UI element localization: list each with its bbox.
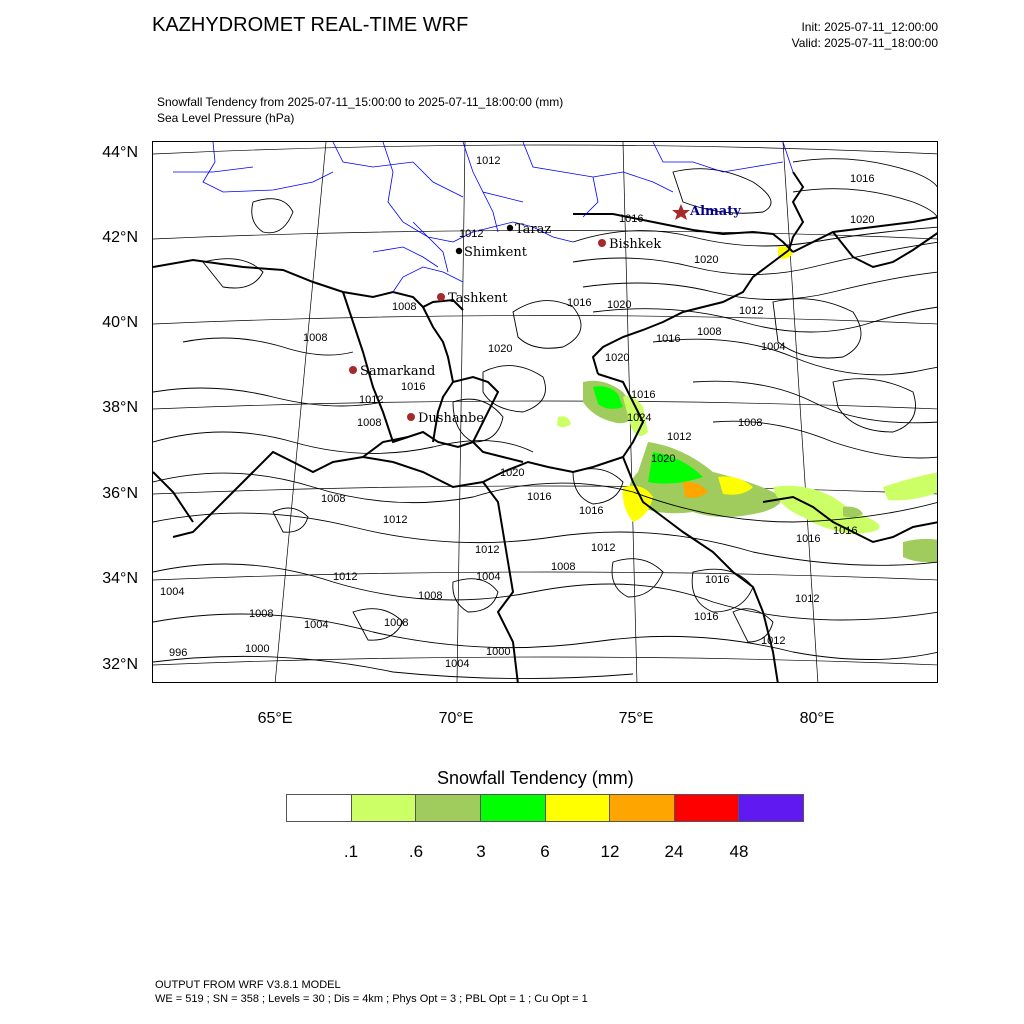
- lon-label-75e: 75°E: [618, 710, 654, 727]
- isobar-label: 1020: [651, 453, 676, 465]
- isobar-label: 1000: [245, 643, 270, 655]
- legend-swatch: [546, 795, 611, 821]
- legend-tick: 12: [600, 842, 620, 861]
- main-title: KAZHYDROMET REAL-TIME WRF: [152, 14, 469, 36]
- city-marker-bishkek: [598, 239, 606, 247]
- city-marker-dushanbe: [407, 413, 415, 421]
- legend-tick: 6: [540, 842, 550, 861]
- city-label-tashkent: Tashkent: [448, 291, 508, 306]
- isobar-label: 1020: [694, 254, 719, 266]
- legend-swatch: [287, 795, 352, 821]
- isobar-label: 1020: [850, 214, 875, 226]
- legend-title: Snowfall Tendency (mm): [437, 768, 634, 788]
- legend-tick: .6: [408, 842, 424, 861]
- isobar-label: 1016: [401, 381, 426, 393]
- isobar-label: 1008: [321, 493, 346, 505]
- color-legend: [286, 794, 804, 822]
- isobar-label: 1016: [833, 525, 858, 537]
- model-info: OUTPUT FROM WRF V3.8.1 MODEL: [155, 979, 341, 991]
- isobar-label: 1004: [476, 571, 501, 583]
- field-description: Snowfall Tendency from 2025-07-11_15:00:00 to 2025-07-11_18:00:00 (mm): [157, 95, 564, 109]
- isobar-label: 1008: [418, 590, 443, 602]
- city-label-almaty: Almaty: [690, 204, 741, 219]
- legend-tick: .1: [343, 842, 359, 861]
- isobar-label: 1016: [631, 389, 656, 401]
- isobar-label: 1020: [607, 299, 632, 311]
- city-label-dushanbe: Dushanbe: [418, 411, 484, 426]
- valid-time: Valid: 2025-07-11_18:00:00: [791, 36, 938, 50]
- lat-label-38n: 38°N: [102, 399, 138, 416]
- city-label-bishkek: Bishkek: [609, 237, 662, 252]
- city-label-taraz: Taraz: [515, 222, 552, 237]
- isobar-label: 1020: [488, 343, 513, 355]
- lat-label-42n: 42°N: [102, 229, 138, 246]
- lon-label-70e: 70°E: [438, 710, 474, 727]
- city-marker-samarkand: [349, 366, 357, 374]
- isobar-label: 1012: [739, 305, 764, 317]
- lon-label-80e: 80°E: [799, 710, 835, 727]
- isobar-label: 1008: [357, 417, 382, 429]
- isobar-label: 1016: [527, 491, 552, 503]
- lat-label-32n: 32°N: [102, 656, 138, 673]
- lat-label-34n: 34°N: [102, 570, 138, 587]
- isobar-label: 1016: [694, 611, 719, 623]
- isobar-label: 1016: [796, 533, 821, 545]
- lat-label-40n: 40°N: [102, 314, 138, 331]
- snowfall-shading: [557, 246, 938, 562]
- legend-swatch: [352, 795, 417, 821]
- isobar-label: 1008: [384, 617, 409, 629]
- legend-swatch: [416, 795, 481, 821]
- isobar-label: 1012: [475, 544, 500, 556]
- isobar-label: 1016: [705, 574, 730, 586]
- isobar-label: 1008: [303, 332, 328, 344]
- city-marker-tashkent: [437, 293, 445, 301]
- country-borders: [153, 172, 938, 683]
- isobar-label: 1024: [627, 412, 652, 424]
- map-canvas: [153, 142, 938, 683]
- isobar-label: 1008: [551, 561, 576, 573]
- isobar-label: 1020: [500, 467, 525, 479]
- init-time: Init: 2025-07-11_12:00:00: [801, 20, 938, 34]
- legend-swatch: [739, 795, 803, 821]
- lat-label-36n: 36°N: [102, 485, 138, 502]
- isobar-label: 1016: [619, 213, 644, 225]
- isobar-label: 1020: [605, 352, 630, 364]
- isobar-label: 1004: [304, 619, 329, 631]
- legend-swatch: [675, 795, 740, 821]
- legend-tick: 3: [476, 842, 486, 861]
- isobar-label: 1004: [160, 586, 185, 598]
- lat-label-44n: 44°N: [102, 144, 138, 161]
- isobar-label: 1012: [359, 394, 384, 406]
- model-parameters: WE = 519 ; SN = 358 ; Levels = 30 ; Dis = 4km ; Phys Opt = 3 ; PBL Opt = 1 ; Cu Opt = 1: [155, 993, 588, 1005]
- city-label-samarkand: Samarkand: [360, 364, 436, 379]
- isobar-label: 1016: [567, 297, 592, 309]
- star-icon: [672, 204, 690, 220]
- isobar-label: 996: [169, 647, 188, 659]
- isobar-label: 1012: [459, 228, 484, 240]
- isobar-label: 1016: [850, 173, 875, 185]
- contour-description: Sea Level Pressure (hPa): [157, 111, 295, 125]
- lon-label-65e: 65°E: [257, 710, 293, 727]
- isobar-label: 1012: [667, 431, 692, 443]
- isobar-label: 1008: [697, 326, 722, 338]
- isobar-label: 1016: [656, 333, 681, 345]
- city-label-shimkent: Shimkent: [464, 245, 527, 260]
- isobar-label: 1004: [761, 341, 786, 353]
- isobar-label: 1012: [795, 593, 820, 605]
- legend-tick: 48: [729, 842, 749, 861]
- isobar-label: 1008: [738, 417, 763, 429]
- city-marker-shimkent: [456, 248, 462, 254]
- legend-tick: 24: [664, 842, 684, 861]
- isobar-label: 1008: [392, 301, 417, 313]
- isobar-label: 1012: [761, 635, 786, 647]
- legend-swatch: [481, 795, 546, 821]
- map-panel: [152, 141, 938, 683]
- isobar-label: 1012: [383, 514, 408, 526]
- isobar-label: 1012: [591, 542, 616, 554]
- isobar-label: 1000: [486, 646, 511, 658]
- isobar-label: 1008: [249, 608, 274, 620]
- isobar-label: 1012: [333, 571, 358, 583]
- isobar-label: 1004: [445, 658, 470, 670]
- legend-swatch: [610, 795, 675, 821]
- isobar-label: 1016: [579, 505, 604, 517]
- isobar-label: 1012: [476, 155, 501, 167]
- city-marker-taraz: [507, 225, 513, 231]
